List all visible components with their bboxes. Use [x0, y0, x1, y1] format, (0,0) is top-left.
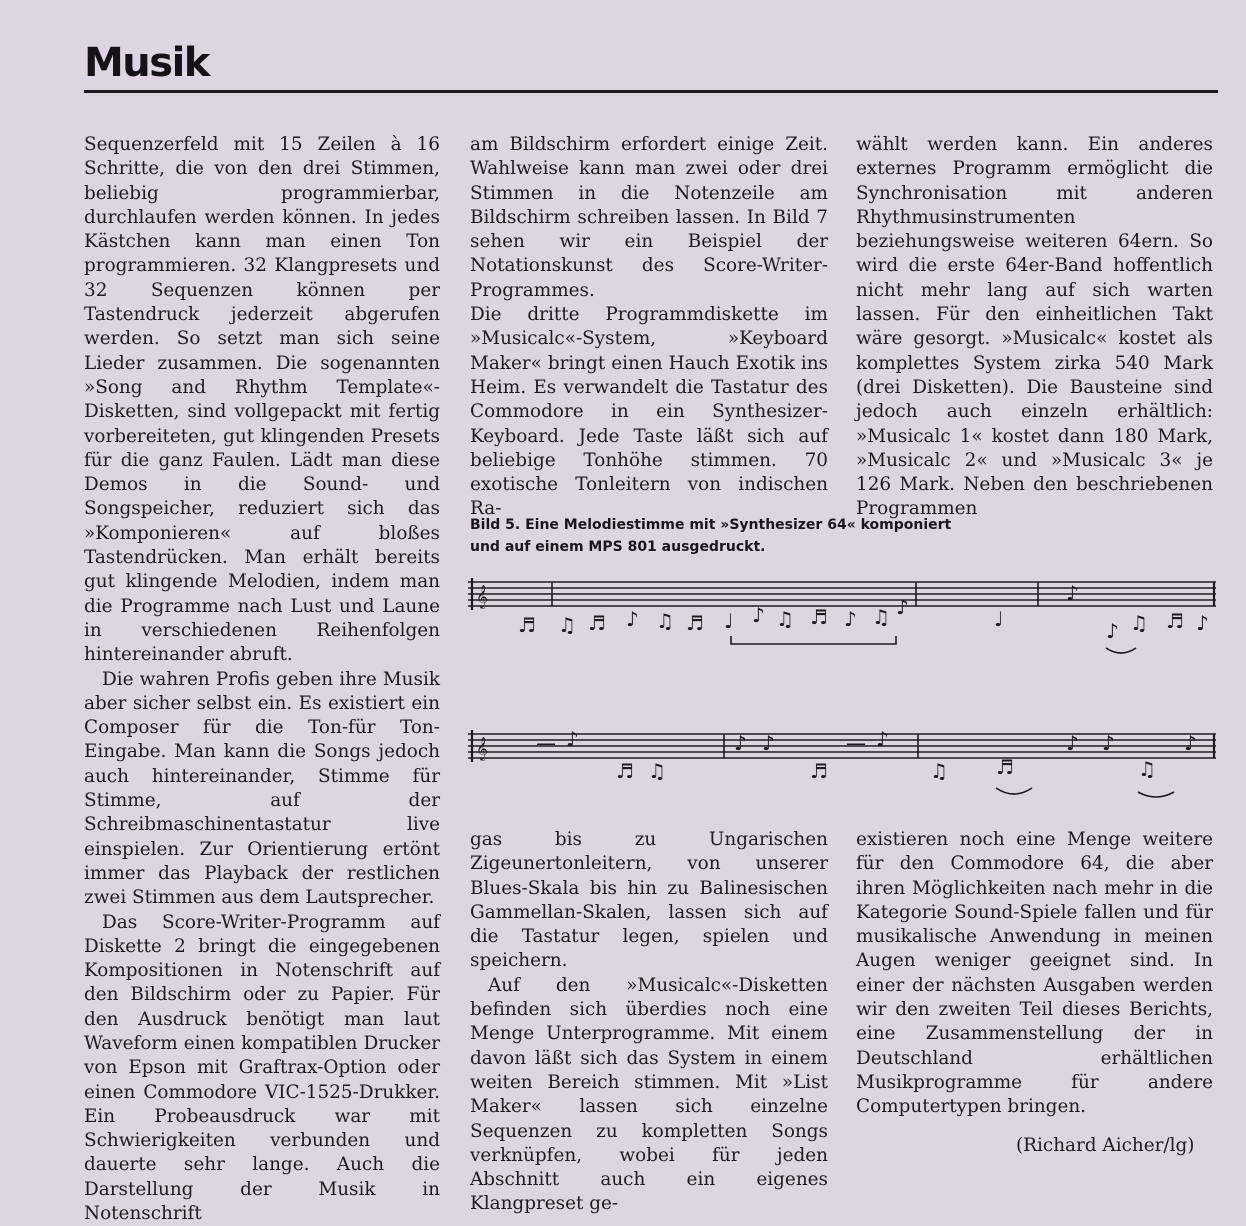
svg-text:♬: ♬ — [996, 755, 1014, 779]
article-column-1 — [84, 133, 440, 1226]
svg-text:♬: ♬ — [1166, 609, 1184, 633]
article-column-3-top — [856, 133, 1213, 522]
svg-text:♬: ♬ — [810, 605, 828, 629]
svg-text:♩: ♩ — [724, 609, 733, 633]
svg-text:♫: ♫ — [872, 605, 890, 629]
svg-text:♫: ♫ — [558, 613, 576, 637]
article-column-3-bottom — [856, 828, 1213, 1120]
svg-text:♬: ♬ — [686, 611, 704, 635]
svg-text:♪: ♪ — [1184, 731, 1197, 755]
paragraph: existieren noch eine Menge weitere für den Commodore 64, die aber ihren Möglichkeiten nach mehr in die Kategorie Sound-Spiele fallen und für musikalische Anwendung in meinen Augen weniger geeignet sind. In einer der nächsten Ausgaben werden wir den zweiten Teil dieses Berichts, eine Zusammenstellung der in Deutschland erhältlichen Musikprogramme für andere Computertypen bringen. — [856, 828, 1213, 1120]
svg-text:♫: ♫ — [776, 607, 794, 631]
paragraph: Auf den »Musicalc«-Disketten befinden sich überdies noch eine Menge Unterprogramme. Mit einem davon läßt sich das System in einem weiten Bereich stimmen. Mit »List Maker« lassen sich einzelne Sequenzen zu kompletten Songs verknüpfen, wobei für jeden Abschnitt auch ein eigenes Klangpreset ge- — [470, 974, 828, 1217]
paragraph: am Bildschirm erfordert einige Zeit. Wahlweise kann man zwei oder drei Stimmen in die Notenzeile am Bildschirm schreiben lassen. In Bild 7 sehen wir ein Beispiel der Notationskunst des Score-Writer-Programmes. — [470, 133, 828, 303]
svg-text:♪: ♪ — [1106, 619, 1119, 643]
svg-text:♪: ♪ — [1066, 581, 1079, 605]
paragraph: Sequenzerfeld mit 15 Zeilen à 16 Schritte, die von den drei Stimmen, beliebig programmierbar, durchlaufen werden können. In jedes Kästchen kann man einen Ton programmieren. 32 Klangpresets und 32 Sequenzen können per Tastendruck jederzeit abgerufen werden. So setzt man sich seine Lieder zusammen. Die sogenannten »Song and Rhythm Template«-Disketten, sind vollgepackt mit fertig vorbereiteten, gut klingenden Presets für die ganz Faulen. Lädt man diese Demos in die Sound- und Songspeicher, reduziert sich das »Komponieren« auf bloßes Tastendrücken. Man erhält bereits gut klingende Melodien, indem man die Programme nach Lust und Laune in verschiedenen Reihenfolgen hintereinander abruft. — [84, 133, 440, 668]
caption-line: und auf einem MPS 801 ausgedruckt. — [470, 536, 1030, 558]
paragraph: wählt werden kann. Ein anderes externes Programm ermöglicht die Synchronisation mit anderen Rhythmusinstrumenten beziehungsweise weiteren 64ern. So wird die erste 64er-Band hoffentlich nicht mehr lang auf sich warten lassen. Für den einheitlichen Takt wäre gesorgt. »Musicalc« kostet als komplettes System zirka 540 Mark (drei Disketten). Die Bausteine sind jedoch auch einzeln erhältlich: »Musicalc 1« kostet dann 180 Mark, »Musicalc 2« und »Musicalc 3« je 126 Mark. Neben den beschriebenen Programmen — [856, 133, 1213, 522]
author-signature: (Richard Aicher/lg) — [1016, 1134, 1194, 1158]
svg-text:♫: ♫ — [1138, 757, 1156, 781]
svg-text:𝄞: 𝄞 — [476, 736, 488, 761]
paragraph: Die dritte Programmdiskette im »Musicalc«-System, »Keyboard Maker« bringt einen Hauch Exotik ins Heim. Es verwandelt die Tastatur des Commodore in ein Synthesizer-Keyboard. Jede Taste läßt sich auf beliebige Tonhöhe stimmen. 70 exotische Tonleitern von indischen Ra- — [470, 303, 828, 522]
svg-text:♪: ♪ — [626, 607, 639, 631]
svg-text:♩: ♩ — [994, 607, 1003, 631]
svg-text:♪: ♪ — [1196, 611, 1209, 635]
paragraph: gas bis zu Ungarischen Zigeunertonleitern, von unserer Blues-Skala bis hin zu Balinesischen Gammellan-Skalen, lassen sich auf die Tastatur legen, spielen und speichern. — [470, 828, 828, 974]
svg-text:—: — — [536, 731, 556, 755]
music-score-line-1 — [466, 570, 1218, 670]
svg-text:♫: ♫ — [930, 759, 948, 783]
article-column-2-bottom — [470, 828, 828, 1217]
svg-text:♪: ♪ — [752, 603, 765, 627]
paragraph: Das Score-Writer-Programm auf Diskette 2 bringt die eingegebenen Kompositionen in Notenschrift auf den Bildschirm oder zu Papier. Für den Ausdruck benötigt man laut Waveform einen kompatiblen Drucker von Epson mit Graftrax-Option oder einen Commodore VIC-1525-Drukker. Ein Probeausdruck war mit Schwierigkeiten verbunden und dauerte sehr lange. Auch die Darstellung der Musik in Notenschrift — [84, 911, 440, 1226]
svg-text:♬: ♬ — [616, 759, 634, 783]
svg-text:♪: ♪ — [734, 731, 747, 755]
svg-text:♪: ♪ — [876, 727, 889, 751]
music-score-line-2 — [466, 722, 1218, 822]
svg-text:♫: ♫ — [656, 609, 674, 633]
svg-text:♬: ♬ — [810, 759, 828, 783]
paragraph: Die wahren Profis geben ihre Musik aber sicher selbst ein. Es existiert ein Composer für die Ton-für Ton-Eingabe. Man kann die Songs jedoch auch hintereinander, Stimme für Stimme, auf der Schreibmaschinentastatur live einspielen. Zur Orientierung ertönt immer das Playback der restlichen zwei Stimmen aus dem Lautsprecher. — [84, 668, 440, 911]
svg-text:—: — — [846, 731, 866, 755]
svg-text:♬: ♬ — [588, 611, 606, 635]
svg-text:♪: ♪ — [762, 731, 775, 755]
svg-text:𝄞: 𝄞 — [476, 584, 488, 609]
caption-line: Bild 5. Eine Melodiestimme mit »Synthesizer 64« komponiert — [470, 514, 1030, 536]
header-rule — [84, 90, 1218, 93]
svg-text:♪: ♪ — [1066, 731, 1079, 755]
figure-caption — [470, 514, 1030, 558]
svg-text:♪: ♪ — [566, 727, 579, 751]
svg-text:♪: ♪ — [1102, 731, 1115, 755]
svg-text:♫: ♫ — [1130, 611, 1148, 635]
svg-text:♪: ♪ — [896, 595, 909, 619]
article-column-2-top — [470, 133, 828, 522]
svg-text:♬: ♬ — [518, 613, 536, 637]
page-title: Musik — [84, 40, 209, 86]
svg-text:♫: ♫ — [648, 759, 666, 783]
svg-text:♪: ♪ — [844, 607, 857, 631]
